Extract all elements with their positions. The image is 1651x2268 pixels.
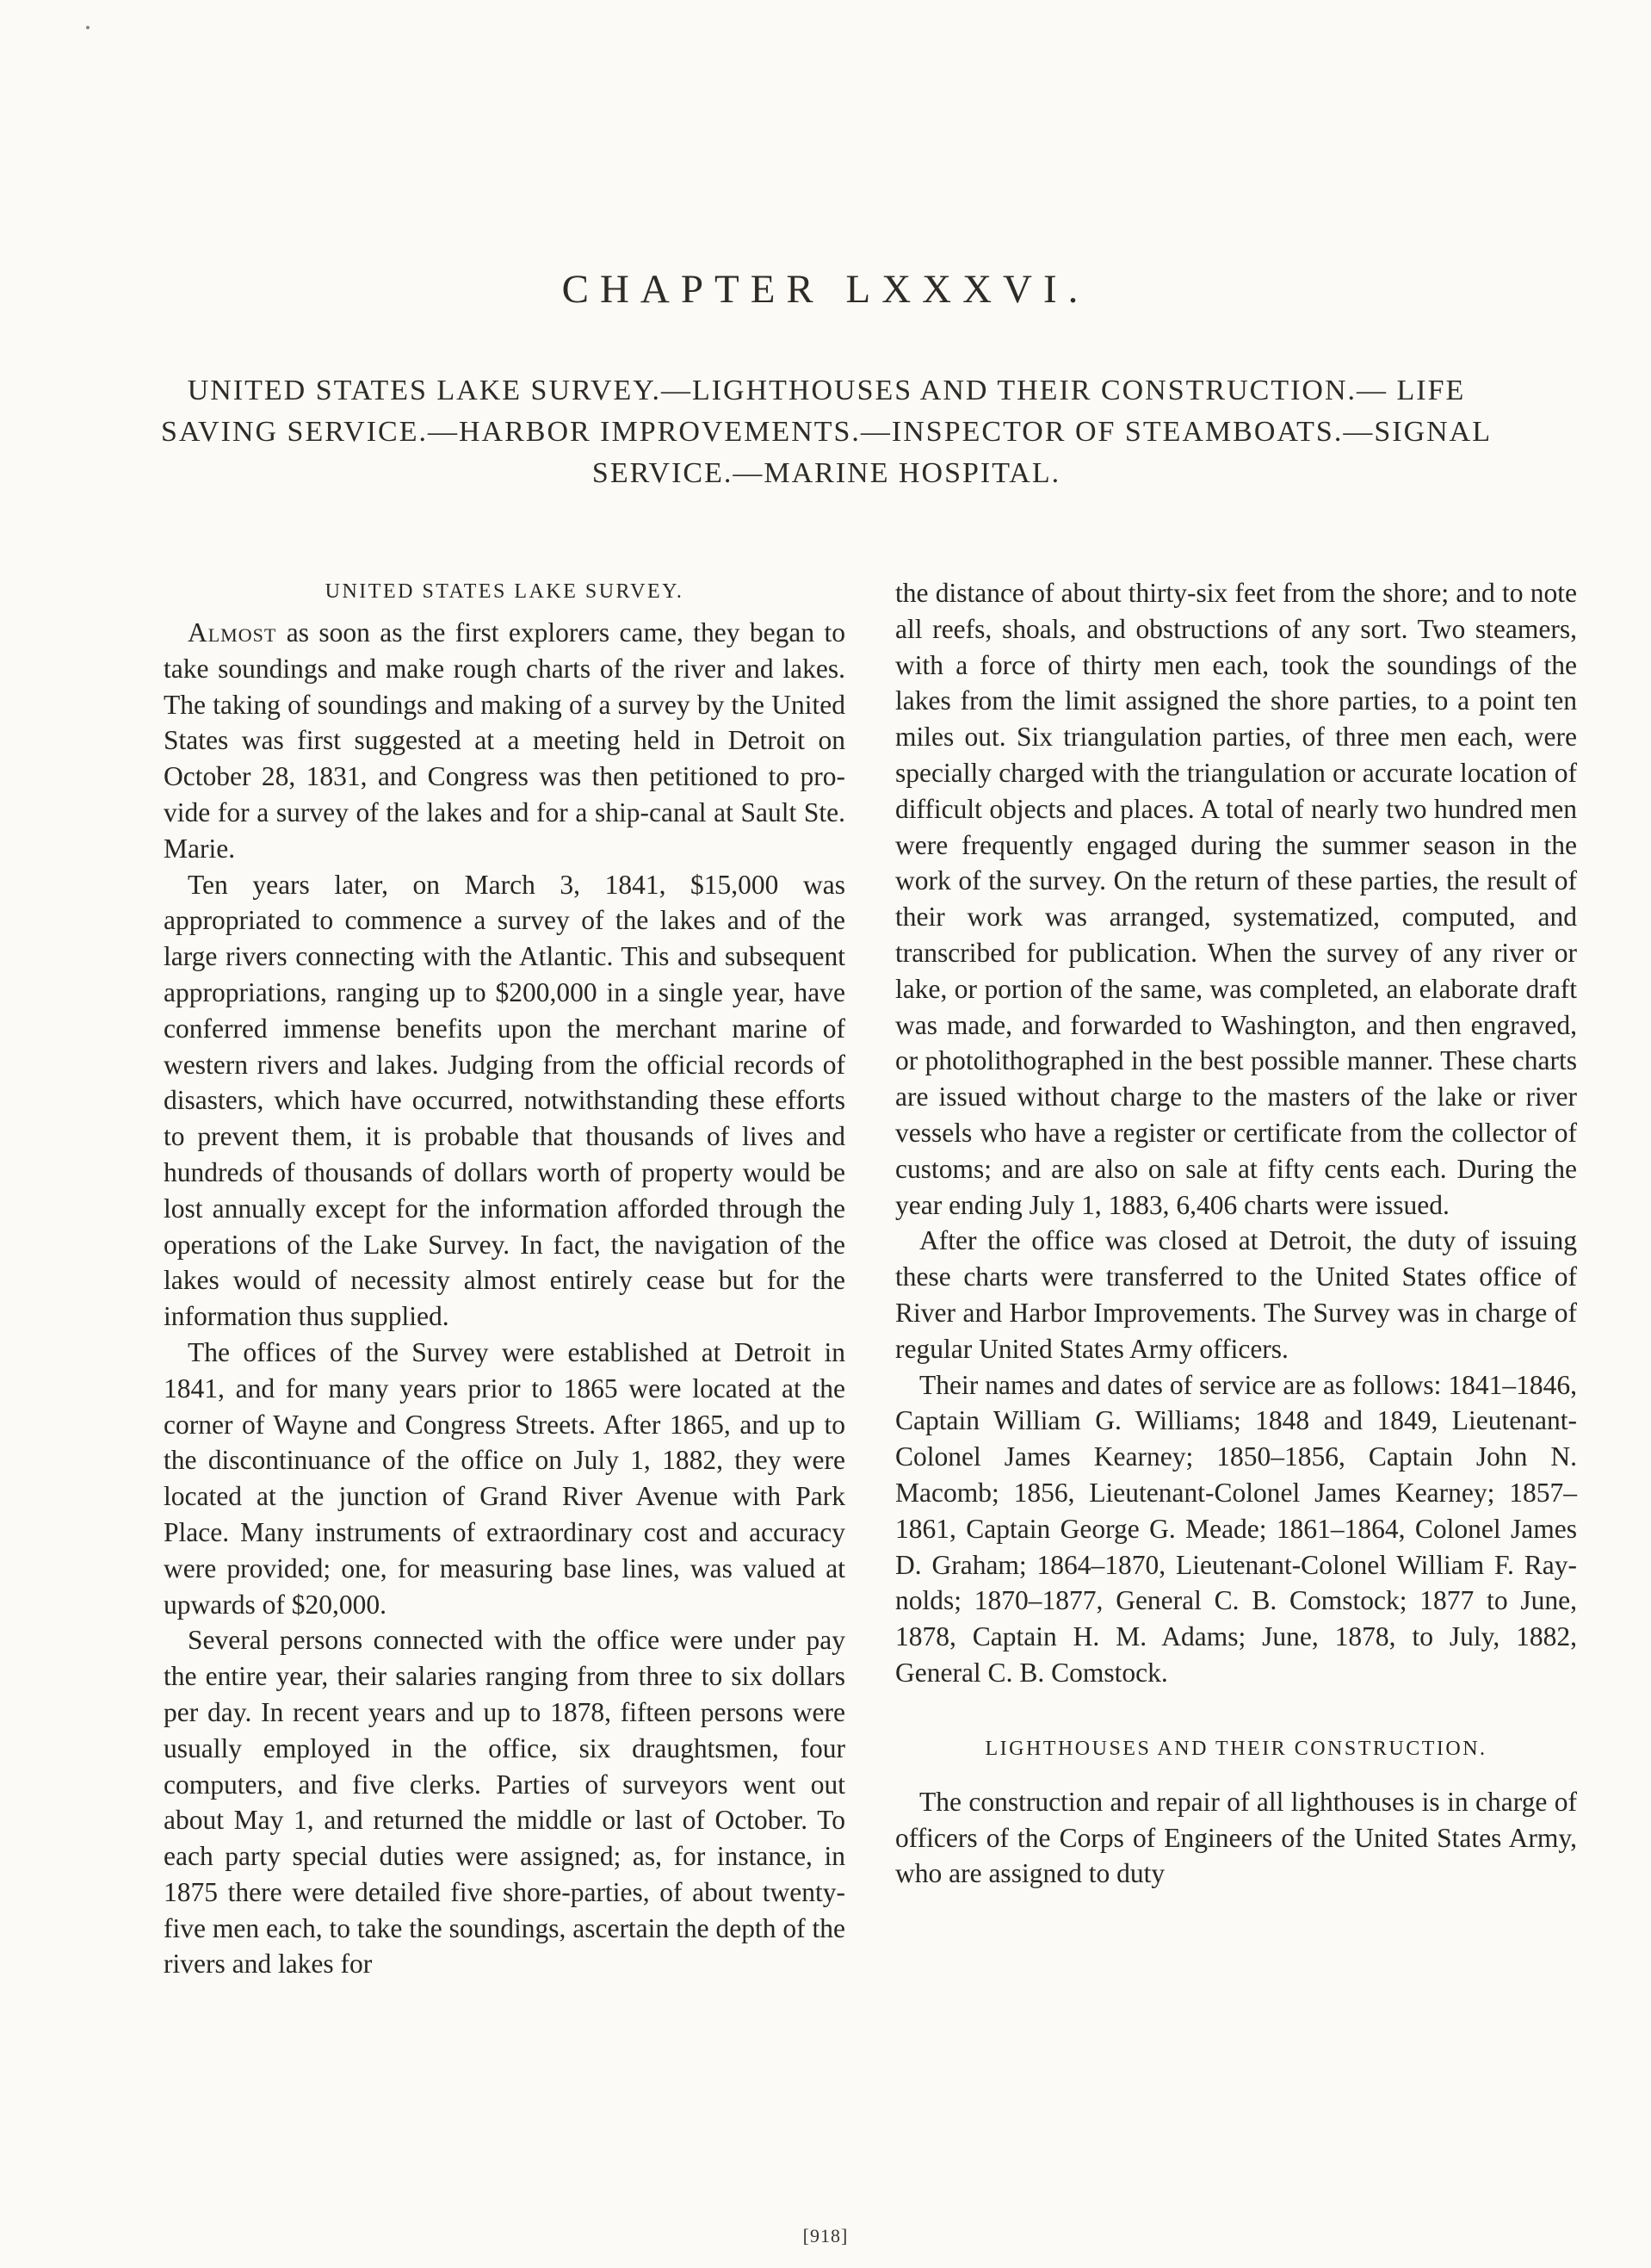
paragraph-continued: the distance of about thirty-six feet from the shore; and to note all reefs, shoals, and obstructions of any sort. Two steamers, with a force of thirty men each, took the soundings of the lakes from the limit assigned the shore parties, to a point ten miles out. Six triangulation parties, of three men each, were specially charged with the triangulation or accurate location of difficult objects and places. A total of nearly two hundred men were frequently engaged during the summer season in the work of the survey. On the return of these parties, the result of their work was arranged, systematized, computed, and transcribed for publication. When the survey of any river or lake, or portion of the same, was completed, an elaborate draft was made, and forwarded to Washington, and then engraved, or photolithographed in the best possible manner. These charts are issued without charge to the masters of the lake or river vessels who have a register or certificate from the collector of customs; and are also on sale at fifty cents each. During the year ending July 1, 1883, 6,406 charts were issued. bbox=[895, 578, 1577, 1220]
paragraph-lead-word: Almost bbox=[188, 617, 277, 648]
section-heading-lake-survey: UNITED STATES LAKE SURVEY. bbox=[325, 580, 684, 603]
section-heading-lighthouses: LIGHTHOUSES AND THEIR CONSTRUCTION. bbox=[985, 1737, 1487, 1760]
chapter-title: CHAPTER LXXXVI. bbox=[561, 267, 1090, 313]
paragraph: Their names and dates of service are as follows: 1841–1846, Captain William G. Williams; 1848 and 1849, Lieutenant-Colonel James Kearney; 1850–1856, Captain John N. Macomb; 1856, Lieutenant-Colonel James Kearney; 1857–1861, Captain George G. Meade; 1861–1864, Colonel James D. Graham; 1864–1870, Lieutenant-Colonel William F. Raynolds; 1870–1877, General C. B. Comstock; 1877 to June, 1878, Captain H. M. Adams; June, 1878, to July, 1882, General C. B. Comstock. bbox=[895, 1369, 1577, 1688]
paragraph: Ten years later, on March 3, 1841, $15,000 was appropriated to commence a survey of the lakes and of the large rivers connecting with the Atlantic. This and subsequent appropriations, ranging up to $200,000 in a single year, have conferred immense benefits upon the merchant marine of western rivers and lakes. Judging from the official records of disasters, which have occurred, notwithstanding these efforts to prevent them, it is probable that thousands of lives and hundreds of thousands of dollars worth of property would be lost annually except for the information afforded through the operations of the Lake Survey. In fact, the navigation of the lakes would of necessity almost entirely cease but for the information thus supplied. bbox=[164, 869, 845, 1332]
page-number: [918] bbox=[802, 2225, 849, 2246]
page-speck bbox=[86, 26, 90, 29]
paragraph: The offices of the Survey were established at Detroit in 1841, and for many years prior to 1865 were located at the corner of Wayne and Congress Streets. After 1865, and up to the discontinuance of the office on July 1, 1882, they were located at the junction of Grand River Avenue with Park Place. Many instruments of extraordinary cost and accuracy were provided; one, for measuring base lines, was valued at upwards of $20,000. bbox=[164, 1336, 845, 1620]
paragraph-text: as soon as the first explorers came, they began to take soundings and make rough charts of the river and lakes. The taking of soundings and making of a survey by the United States was first suggested at a meeting held in Detroit on October 28, 1831, and Congress was then petitioned to provide for a survey of the lakes and for a ship-canal at Sault Ste. Marie. bbox=[164, 617, 845, 864]
paragraph bbox=[164, 615, 845, 867]
right-column bbox=[895, 575, 1577, 1892]
paragraph: The construction and repair of all lighthouses is in charge of officers of the Corps of Engineers of the United States Army, who are assigned to duty bbox=[895, 1786, 1577, 1889]
chapter-subtitle: UNITED STATES LAKE SURVEY.—LIGHTHOUSES AND THEIR CONSTRUCTION.— LIFE SAVING SERVICE.—HARBOR IMPROVEMENTS.—INSPECTOR OF STEAMBOATS.—SIGNAL SERVICE.—MARINE HOSPITAL. bbox=[160, 375, 1493, 489]
paragraph: Several persons connected with the office were under pay the entire year, their salaries ranging from three to six dollars per day. In recent years and up to 1878, fifteen persons were usually employed in the office, six draughtsmen, four computers, and five clerks. Parties of surveyors went out about May 1, and returned the middle or last of October. To each party special duties were assigned; as, for instance, in 1875 there were detailed five shore-parties, of about twenty-five men each, to take the soundings, ascertain the depth of the rivers and lakes for bbox=[164, 1625, 845, 1980]
paragraph: After the office was closed at Detroit, the duty of issuing these charts were transferred to the United States office of River and Harbor Improvements. The Survey was in charge of regular United States Army officers. bbox=[895, 1225, 1577, 1364]
left-column bbox=[164, 575, 845, 1982]
